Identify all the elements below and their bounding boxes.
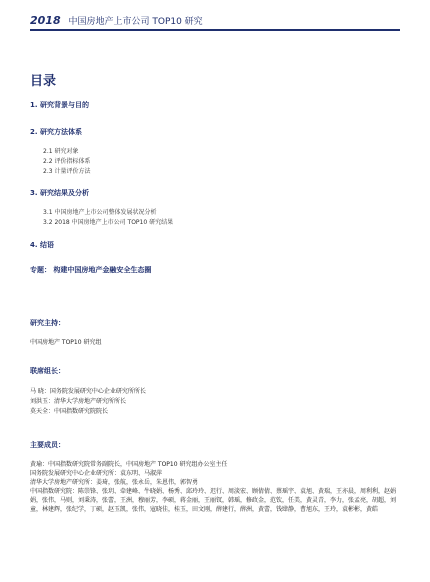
- header-year: 2018: [30, 14, 61, 27]
- toc-sub-2-3[interactable]: 2.3 计量评价方法: [43, 168, 91, 175]
- members-list: [30, 460, 400, 514]
- header-rule: [30, 29, 400, 31]
- toc-section-4[interactable]: 4. 结语: [30, 241, 54, 249]
- joint-leaders-label: 联席组长：: [30, 367, 65, 375]
- toc-sub-3-1[interactable]: 3.1 中国房地产上市公司整体发展状况分析: [43, 209, 157, 216]
- toc-sub-2-1[interactable]: 2.1 研究对象: [43, 148, 79, 155]
- toc-title: 目录: [30, 74, 57, 89]
- toc-section-2[interactable]: 2. 研究方法体系: [30, 128, 82, 136]
- members-line: 国务院发展研究中心企业研究所：袁东明、马淑萍: [30, 470, 163, 477]
- toc-section-3[interactable]: 3. 研究结果及分析: [30, 189, 89, 197]
- members-line: 清华大学房地产研究所：姜琦，张航，张永岳，朱恩伟，郭智勇: [30, 479, 199, 486]
- page-header: [30, 14, 400, 27]
- toc-special-topic[interactable]: 专题： 构建中国房地产金融安全生态圈: [30, 266, 152, 274]
- toc-section-1[interactable]: 1. 研究背景与目的: [30, 101, 89, 109]
- toc-sub-2-2[interactable]: 2.2 评价指标体系: [43, 158, 91, 165]
- host-text: 中国房地产 TOP10 研究组: [30, 339, 102, 346]
- members-label: 主要成员：: [30, 441, 65, 449]
- toc-sub-3-2[interactable]: 3.2 2018 中国房地产上市公司 TOP10 研究结果: [43, 219, 174, 226]
- host-label: 研究主持：: [30, 319, 65, 327]
- members-line: 中国指数研究院：陈崇锋、张玥、牵建峰、牛晓娟、杨秀、邱玲玲、迟行、周淡宏、顾倩倩、蔡瑶宇、袁旭、黄瑞，王亦晨，周利利，赵娟娟，张伟，马则，刘秉涛，张蕾，王洲，穆丽芳，李硕，蒋金丽，王丽钗，韩瑶，修政金，范钦，任美，黄灵青，李力，张孟亮，胡超，刘童，林建辉，张纪学，丁硕，赵玉凯，张伟，寇晓佳，桂玉，田文刚，薛建行，薛洲，黄蕾，钱肆静，曹旭东，王玲，袁彬彬，黄皓: [30, 488, 397, 513]
- joint-leader-3: 莫天全：中国指数研究院院长: [30, 408, 109, 415]
- joint-leader-1: 马 晓：国务院发展研究中心企业研究所所长: [30, 388, 146, 395]
- members-line: 黄瑜：中国指数研究院常务副院长，中国房地产 TOP10 研究组办公室主任: [30, 461, 228, 468]
- joint-leader-2: 刘洪玉：清华大学房地产研究所所长: [30, 398, 127, 405]
- header-title: 中国房地产上市公司 TOP10 研究: [68, 17, 203, 27]
